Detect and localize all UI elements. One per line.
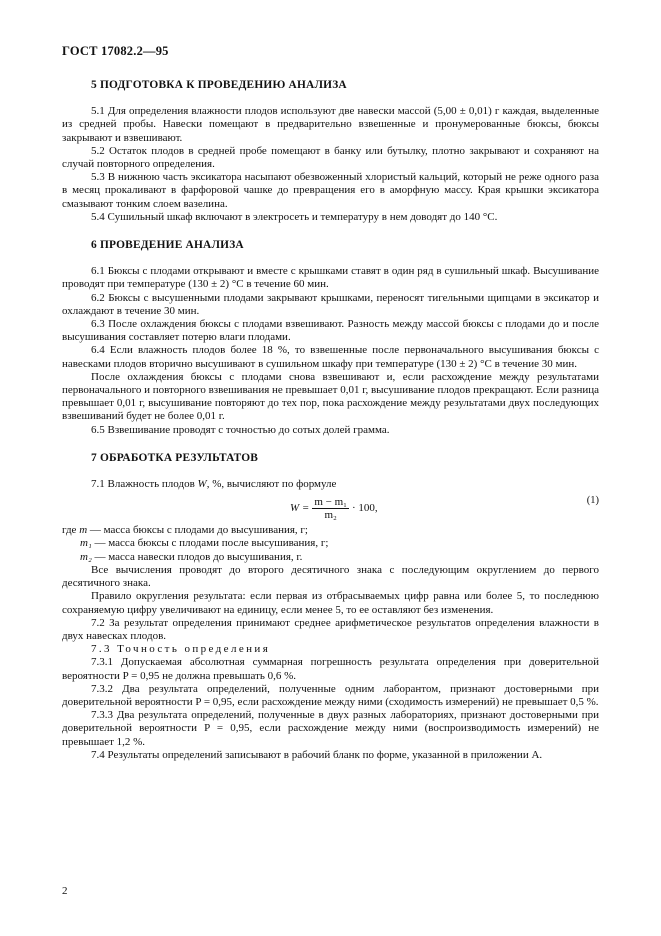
page-number: 2 [62,885,68,897]
paragraph-7-2: 7.2 За результат определения принимают среднее арифметическое результатов определения влажности в двух навесках плодов. [62,616,599,642]
paragraph-6-1: 6.1 Бюксы с плодами открывают и вместе с крышками ставят в один ряд в сушильный шкаф. Высушивание проводят при температуре (130 ± 2) °С в течение 60 мин. [62,265,599,291]
formula-rhs: · 100, [352,502,378,515]
formula-denominator: m₂ [324,509,337,522]
formula-numerator: m − m₁ [314,496,347,509]
paragraph-5-4: 5.4 Сушильный шкаф включают в электросеть и температуру в нем доводят до 140 °С. [91,210,498,223]
paragraph-7-3-1: 7.3.1 Допускаемая абсолютная суммарная погрешность результата определения при доверительной вероятности P = 0,95 не должна превышать 0,6 %. [62,656,599,682]
paragraph-6-3: 6.3 После охлаждения бюксы с плодами взвешивают. Разность между массой бюксы с плодами до и после высушивания составляет потерю влаги плодами. [62,318,599,344]
section-7-title: 7 ОБРАБОТКА РЕЗУЛЬТАТОВ [91,451,259,464]
document-body [62,79,599,762]
paragraph-7-4: 7.4 Результаты определений записывают в рабочий бланк по форме, указанной в приложении А. [91,748,543,761]
subsection-7-3-title: 7.3 Точность определения [91,643,271,656]
paragraph-7-3-2: 7.3.2 Два результата определений, полученные одним лаборантом, признают достоверными при доверительной вероятности P = 0,95, если расхождение между ними (сходимость измерений) не превышает 0,5 %. [62,682,599,708]
formula-1 [62,494,599,522]
paragraph-6-2: 6.2 Бюксы с высушенными плодами закрывают крышками, переносят тигельными щипцами в эксикатор и охлаждают в течение 30 мин. [62,291,599,317]
definition-m: где m — масса бюксы с плодами до высушивания, г; [62,524,308,537]
paragraph-7-3-3: 7.3.3 Два результата определений, полученные в двух разных лабораториях, признают достоверными при доверительной вероятности P = 0,95, если расхождение между ними (воспроизводимость измерений) не превышает 1,2 %. [62,709,599,748]
paragraph-5-1: 5.1 Для определения влажности плодов используют две навески массой (5,00 ± 0,01) г каждая, выделенные из средней пробы. Навески помещают в предварительно взвешенные и пронумерованные бюксы, бюксы закрывают и взвешивают. [62,105,599,144]
paragraph-6-4-cont: После охлаждения бюксы с плодами снова взвешивают и, если расхождение между результатами первоначального и повторного взвешивания не превышает 0,01 г, высушивание плодов прекращают. Если разница превышает 0,01 г, высушивание повторяют до тех пор, пока расхождение между результатами двух последующих взвешиваний будет не более 0,01 г. [62,370,599,423]
paragraph-6-5: 6.5 Взвешивание проводят с точностью до сотых долей грамма. [91,423,390,436]
definition-m2: m₂ — масса навески плодов до высушивания, г. [80,550,303,563]
formula-lhs: W = [290,502,310,515]
section-5-title: 5 ПОДГОТОВКА К ПРОВЕДЕНИЮ АНАЛИЗА [91,79,347,91]
variable-definitions [62,524,599,564]
equation-number: (1) [586,495,599,507]
paragraph-6-4: 6.4 Если влажность плодов более 18 %, то взвешенные после первоначального высушивания бюксы с навесками плодов вторично высушивают в сушильном шкафу при температуре (130 ± 2) °С в течение 30 мин. [62,344,599,370]
definition-m1: m₁ — масса бюксы с плодами после высушивания, г; [80,537,329,550]
paragraph-calc: Все вычисления проводят до второго десятичного знака с последующим округлением до первого десятичного знака. [62,563,599,590]
page-header: ГОСТ 17082.2—95 [62,44,169,58]
section-6-title: 6 ПРОВЕДЕНИЕ АНАЛИЗА [91,239,244,252]
paragraph-5-3: 5.3 В нижнюю часть эксикатора насыпают обезвоженный хлористый кальций, который не реже одного раза в месяц прокаливают в фарфоровой чашке до превращения его в аморфную массу. Края крышки эксикатора смазывают тонким слоем вазелина. [62,171,599,210]
paragraph-rounding: Правило округления результата: если первая из отбрасываемых цифр равна или более 5, то последнюю сохраняемую цифру увеличивают на единицу, если менее 5, то ее оставляют без изменения. [62,590,599,616]
paragraph-7-1: 7.1 Влажность плодов W, %, вычисляют по формуле [91,478,337,491]
paragraph-5-2: 5.2 Остаток плодов в средней пробе помещают в банку или бутылку, плотно закрывают и сохраняют на случай повторного определения. [62,144,599,171]
